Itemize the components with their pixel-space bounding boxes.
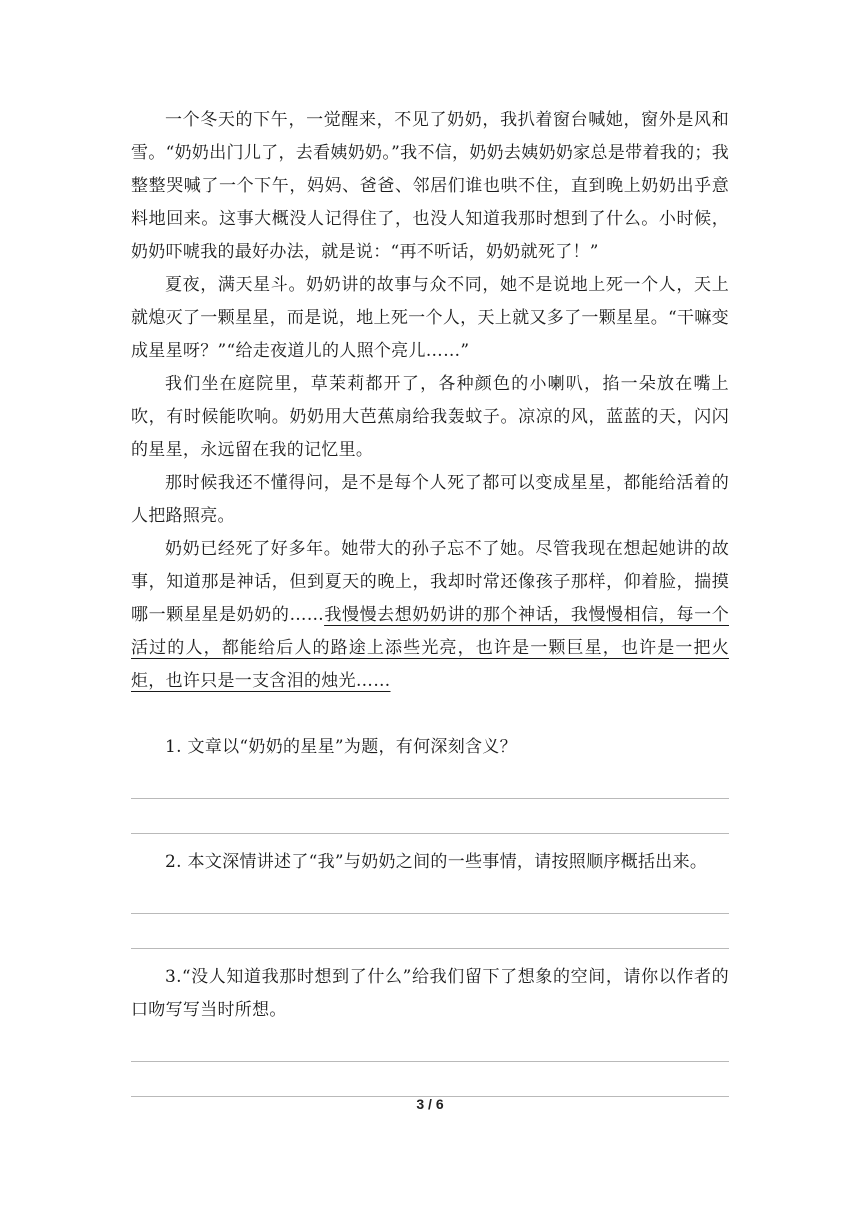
answer-line[interactable] — [131, 914, 729, 949]
answer-line[interactable] — [131, 879, 729, 914]
answer-line[interactable] — [131, 799, 729, 834]
paragraph-5-text: 奶奶已经死了好多年。她带大的孙子忘不了她。尽管我现在想起她讲的故事，知道那是神话，但到夏天的晚上，我却时常还像孩子那样，仰着脸，揣摸哪一颗星星是奶奶的…… — [131, 539, 729, 625]
answer-line[interactable] — [131, 764, 729, 799]
page-number: 3 / 6 — [416, 1096, 444, 1112]
underlined-passage: 我慢慢去想奶奶讲的那个神话，我慢慢相信，每一个活过的人，都能给后人的路途上添些光亮，也许是一颗巨星，也许是一把火炬，也许只是一支含泪的烛光…… — [131, 605, 729, 691]
answer-line[interactable] — [131, 1062, 729, 1097]
question-1: 1. 文章以“奶奶的星星”为题，有何深刻含义？ — [165, 737, 517, 757]
answer-line[interactable] — [131, 1027, 729, 1062]
question-3: 3.“没人知道我那时想到了什么”给我们留下了想象的空间，请你以作者的口吻写写当时所想。 — [131, 967, 729, 1020]
article-paragraph-5 — [131, 533, 729, 698]
question-section — [131, 731, 729, 1097]
article-paragraph-4: 那时候我还不懂得问，是不是每个人死了都可以变成星星，都能给活着的人把路照亮。 — [131, 473, 729, 526]
article-paragraph-2: 夏夜，满天星斗。奶奶讲的故事与众不同，她不是说地上死一个人，天上就熄灭了一颗星星，而是说，地上死一个人，天上就又多了一颗星星。“干嘛变成星星呀？”“给走夜道儿的人照个亮儿……” — [131, 275, 729, 361]
article-paragraph-3: 我们坐在庭院里，草茉莉都开了，各种颜色的小喇叭，掐一朵放在嘴上吹，有时候能吹响。奶奶用大芭蕉扇给我轰蚊子。凉凉的风，蓝蓝的天，闪闪的星星，永远留在我的记忆里。 — [131, 374, 729, 460]
question-block — [131, 731, 729, 834]
document-content — [131, 104, 729, 1109]
question-block — [131, 961, 729, 1097]
question-2: 2. 本文深情讲述了“我”与奶奶之间的一些事情，请按照顺序概括出来。 — [165, 852, 708, 872]
article-paragraph-1: 一个冬天的下午，一觉醒来，不见了奶奶，我扒着窗台喊她，窗外是风和雪。“奶奶出门儿了，去看姨奶奶。”我不信，奶奶去姨奶奶家总是带着我的；我整整哭喊了一个下午，妈妈、爸爸、邻居们谁也哄不住，直到晚上奶奶出乎意料地回来。这事大概没人记得住了，也没人知道我那时想到了什么。小时候，奶奶吓唬我的最好办法，就是说：“再不听话，奶奶就死了！” — [131, 110, 729, 262]
question-block — [131, 846, 729, 949]
